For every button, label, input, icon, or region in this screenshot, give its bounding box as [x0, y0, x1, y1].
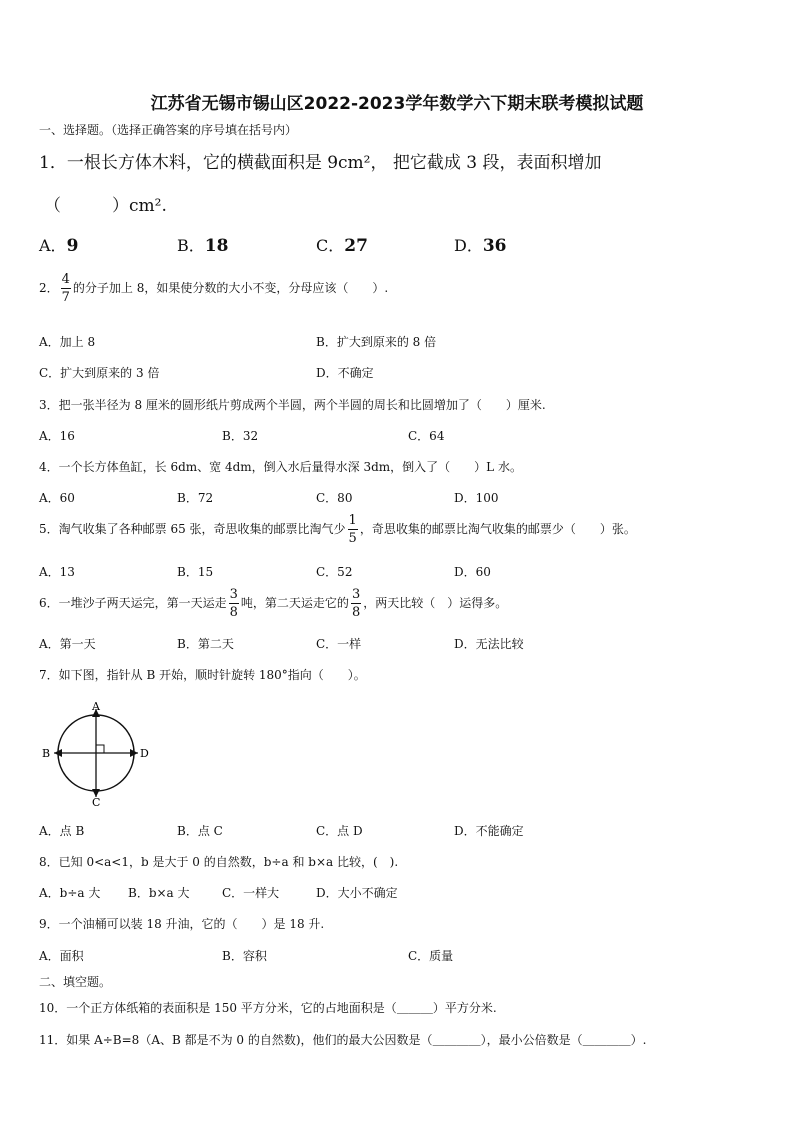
fraction: $\frac{1}{5}$ [348, 513, 357, 546]
question-5-option-d: D．60 [454, 565, 491, 579]
question-2: 2． $\frac{4}{7}$ 的分子加上 8，如果使分数的大小不变，分母应该（ ）. [39, 272, 389, 305]
question-7-option-c: C．点 D [316, 824, 363, 838]
answer-blank-gcd[interactable]: ＿＿＿＿ [432, 1033, 481, 1047]
question-5-option-c: C．52 [316, 565, 353, 579]
question-1-line-2: （ ）cm². [44, 196, 167, 216]
question-8-option-d: D．大小不确定 [316, 886, 398, 900]
question-6-option-d: D．无法比较 [454, 637, 524, 651]
question-2-option-b: B．扩大到原来的 8 倍 [316, 335, 437, 349]
section-heading-fill: 二、填空题。 [39, 975, 112, 989]
answer-blank[interactable]: ＿＿＿ [396, 1001, 433, 1015]
question-3: 3．把一张半径为 8 厘米的圆形纸片剪成两个半圆，两个半圆的周长和比圆增加了（ ）厘米. [39, 398, 546, 412]
label-c: C [92, 796, 101, 808]
question-8-option-c: C．一样大 [222, 886, 280, 900]
question-6-option-b: B．第二天 [177, 637, 234, 651]
fraction: $\frac{4}{7}$ [61, 272, 70, 305]
question-2-option-c: C．扩大到原来的 3 倍 [39, 366, 160, 380]
question-8-option-a: A．b÷a 大 [39, 886, 101, 900]
section-heading-choice: 一、选择题。（选择正确答案的序号填在括号内） [39, 123, 298, 137]
question-2-option-a: A．加上 8 [39, 335, 96, 349]
question-4-option-d: D．100 [454, 491, 499, 505]
question-6-option-a: A．第一天 [39, 637, 96, 651]
question-1-option-b: B．18 [177, 236, 229, 256]
question-5-option-b: B．15 [177, 565, 214, 579]
question-7-option-a: A．点 B [39, 824, 85, 838]
question-4-option-a: A．60 [39, 491, 75, 505]
page-title: 江苏省无锡市锡山区2022-2023学年数学六下期末联考模拟试题 [150, 94, 644, 114]
question-5: 5．淘气收集了各种邮票 65 张，奇思收集的邮票比淘气少 $\frac{1}{5}$ ，奇思收集的邮票比淘气收集的邮票少（ ）张。 [39, 513, 636, 546]
question-7: 7．如下图，指针从 B 开始，顺时针旋转 180°指向（ ）。 [39, 668, 366, 682]
question-7-option-b: B．点 C [177, 824, 223, 838]
compass-diagram [40, 700, 152, 808]
question-1-option-d: D．36 [454, 236, 507, 256]
question-9-option-c: C．质量 [408, 949, 454, 963]
fraction: $\frac{3}{8}$ [351, 587, 361, 620]
question-8: 8．已知 0<a<1，b 是大于 0 的自然数，b÷a 和 b×a 比较，( ). [39, 855, 399, 869]
question-9: 9．一个油桶可以装 18 升油，它的（ ）是 18 升. [39, 917, 325, 931]
question-4-option-b: B．72 [177, 491, 214, 505]
question-3-option-c: C．64 [408, 429, 445, 443]
question-4: 4．一个长方体鱼缸，长 6dm、宽 4dm，倒入水后量得水深 3dm，倒入了（ ）L 水。 [39, 460, 522, 474]
question-6-option-c: C．一样 [316, 637, 362, 651]
question-11: 11．如果 A÷B=8（A、B 都是不为 0 的自然数)，他们的最大公因数是（＿＿＿＿），最小公倍数是（＿＿＿＿）. [39, 1033, 647, 1047]
question-5-option-a: A．13 [39, 565, 75, 579]
label-b: B [42, 747, 51, 760]
question-7-option-d: D．不能确定 [454, 824, 524, 838]
question-9-option-a: A．面积 [39, 949, 84, 963]
label-a: A [92, 700, 100, 713]
question-4-option-c: C．80 [316, 491, 353, 505]
question-1-line-1: 1．一根长方体木料，它的横截面积是 9cm²， 把它截成 3 段，表面积增加 [39, 153, 602, 173]
question-3-option-b: B．32 [222, 429, 259, 443]
question-6: 6．一堆沙子两天运完，第一天运走 $\frac{3}{8}$ 吨，第二天运走它的 $\frac{3}{8}$ ，两天比较（ ）运得多。 [39, 587, 508, 620]
question-9-option-b: B．容积 [222, 949, 267, 963]
question-1-option-c: C．27 [316, 236, 368, 256]
question-8-option-b: B．b×a 大 [128, 886, 190, 900]
question-1-option-a: A．9 [39, 236, 79, 256]
answer-blank-lcm[interactable]: ＿＿＿＿ [582, 1033, 631, 1047]
fraction: $\frac{3}{8}$ [229, 587, 238, 620]
question-10: 10．一个正方体纸箱的表面积是 150 平方分米，它的占地面积是（＿＿＿）平方分米. [39, 1001, 497, 1015]
question-3-option-a: A．16 [39, 429, 75, 443]
label-d: D [140, 747, 149, 760]
question-2-option-d: D．不确定 [316, 366, 374, 380]
right-angle-mark [96, 745, 104, 753]
